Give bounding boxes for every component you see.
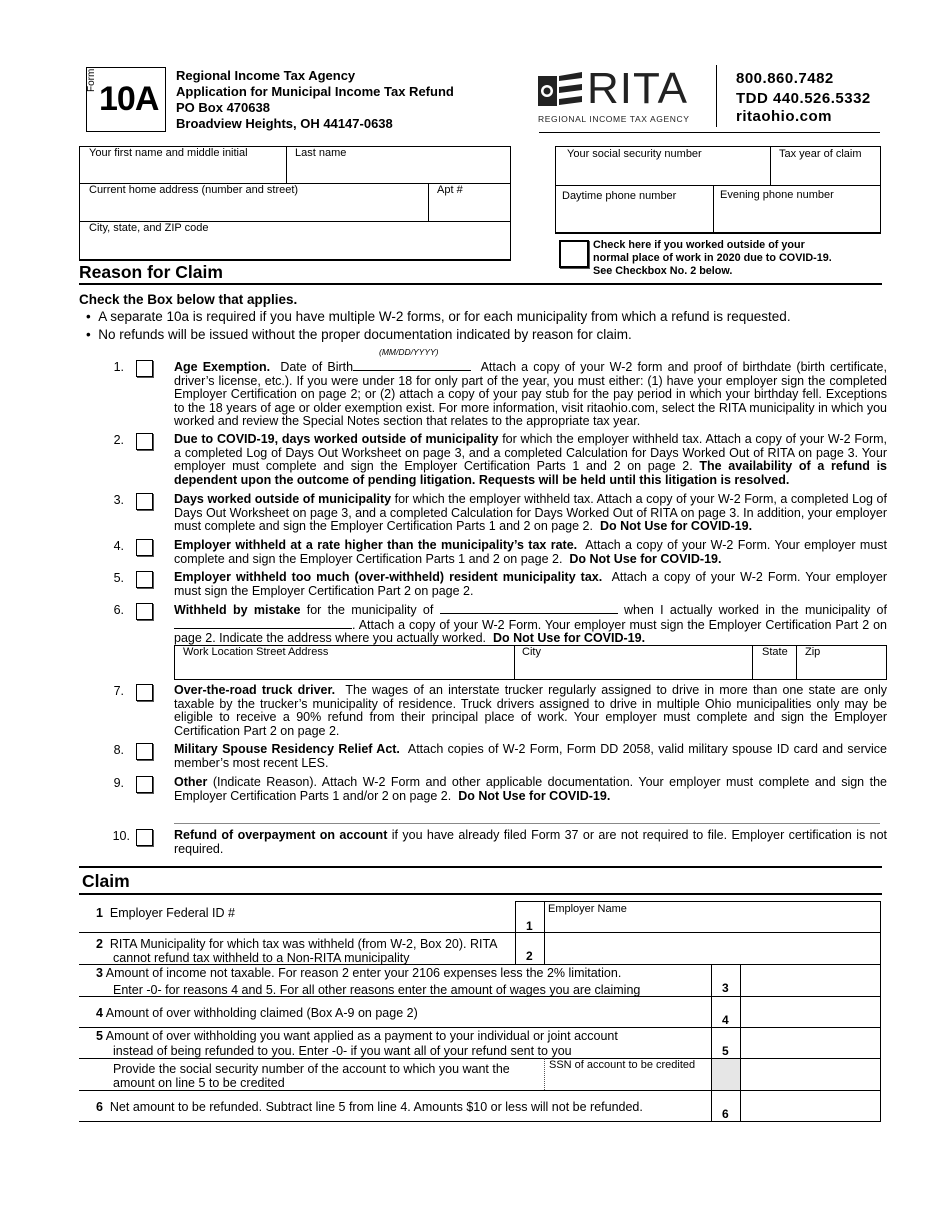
item-4-body: Attach a copy of your W-2 Form. Your employer must complete and sign the Employer Certification Parts 1 and 2 on page 2. — [174, 538, 888, 566]
field-rule — [510, 146, 511, 259]
claim-line-2-num: 2 — [96, 937, 103, 951]
field-rule — [428, 183, 429, 221]
website: ritaohio.com — [736, 108, 833, 125]
item-3-checkbox[interactable] — [136, 493, 153, 510]
item-5-text — [174, 571, 887, 598]
item-3-text — [174, 493, 887, 534]
item-2-bold: Due to COVID-19, days worked outside of municipality — [174, 432, 499, 446]
reason-title: Reason for Claim — [79, 262, 223, 282]
evening-phone-field[interactable]: Evening phone number — [720, 189, 834, 201]
item-6-text-b: when I actually worked in the municipality of — [623, 603, 887, 617]
other-reason-input[interactable] — [174, 823, 880, 824]
rita-logo-icon — [538, 72, 584, 110]
item-6-bold: Withheld by mistake — [174, 603, 301, 617]
claim-line-3 — [96, 966, 621, 980]
claim-rule — [544, 1058, 545, 1090]
claim-line-4 — [96, 1006, 418, 1020]
item-9-number: 9. — [113, 776, 124, 790]
item-7-number: 7. — [113, 684, 124, 698]
claim-title: Claim — [82, 871, 130, 891]
field-rule — [555, 232, 881, 234]
item-6-text-c: . Attach a copy of your W-2 Form. Your employer must sign the Employer Certification Part 2 on page 2. Indicate the address where you actually worked. — [174, 617, 887, 646]
claim-box-5-label: 5 — [722, 1044, 729, 1058]
field-rule — [79, 259, 511, 261]
covid-check-line1: Check here if you worked outside of your — [593, 239, 805, 251]
ssn-credit-field[interactable]: SSN of account to be credited — [549, 1059, 696, 1071]
item-6-text — [174, 603, 887, 646]
item-1-text — [174, 360, 887, 429]
claim-line-3-num: 3 — [96, 966, 103, 980]
item-9-text — [174, 776, 887, 803]
covid-check-line3: See Checkbox No. 2 below. — [593, 265, 733, 277]
worked-municipality-input[interactable] — [174, 618, 352, 629]
claim-line-1-num: 1 — [96, 906, 103, 920]
item-10-checkbox[interactable] — [136, 829, 153, 846]
apt-field[interactable]: Apt # — [437, 184, 463, 196]
claim-line-5 — [96, 1029, 618, 1043]
work-state-field[interactable]: State — [762, 646, 788, 658]
ssn-credit-text-cont: amount on line 5 to be credited — [113, 1076, 285, 1090]
bullet-1-text: A separate 10a is required if you have multiple W-2 forms, or for each municipality from which a refund is requested. — [98, 309, 791, 324]
item-9-body: (Indicate Reason). Attach W-2 Form and other applicable documentation. Your employer must complete and sign the Employer Certification Parts 1 and/or 2 on page 2. — [174, 775, 887, 803]
item-2-text — [174, 433, 887, 487]
form-title: Application for Municipal Income Tax Refund — [176, 84, 454, 99]
claim-line-6-text: Net amount to be refunded. Subtract line 5 from line 4. Amounts $10 or less will not be refunded. — [109, 1100, 643, 1114]
daytime-phone-field[interactable]: Daytime phone number — [562, 190, 677, 202]
work-street-field[interactable]: Work Location Street Address — [183, 646, 329, 658]
employer-id-input[interactable] — [80, 902, 514, 931]
item-9-bold-end: Do Not Use for COVID-19. — [458, 788, 611, 803]
item-6-bold-end: Do Not Use for COVID-19. — [492, 631, 646, 646]
item-4-text — [174, 539, 887, 566]
item-5-checkbox[interactable] — [136, 571, 153, 588]
ssn-field[interactable]: Your social security number — [567, 148, 702, 160]
field-rule — [770, 146, 771, 185]
claim-line-1-text: Employer Federal ID # — [109, 906, 235, 920]
item-10-bold: Refund of overpayment on account — [174, 828, 388, 842]
form-number: 10A — [99, 80, 159, 118]
field-rule — [880, 146, 881, 232]
item-3-body: for which the employer withheld tax. Attach a copy of your W-2 Form, a completed Log of Days Out Worksheet on page 3, and a completed Calculation for Days Worked Out of RITA on page 3. In addition, your employer must complete and sign the Employer Certification Parts 1 and 2 on page 2. — [174, 492, 887, 534]
header-divider — [716, 65, 717, 127]
line-5-amount-input[interactable] — [741, 1028, 879, 1057]
item-1-rest: Attach a copy of your W-2 form and proof of birthdate (birth certificate, driver’s license, etc.). If you were under 18 for only part of the year, you must either: (1) have your employer sign the completed Employer Certification on page 2; or (2) attach a copy of your pay stub for the pay period in which your birthday fell. Exceptions to the 18 years of age or older exemption exist. For more information, visit ritaohio.com, select the RITA municipality in which you worked and review the Special Notes section that relates to the appropriate tax year. — [174, 360, 887, 429]
claim-line-2-text1: RITA Municipality for which tax was withheld (from W-2, Box 20). RITA — [109, 937, 498, 951]
claim-rule — [711, 964, 712, 1121]
bullet-2-text: No refunds will be issued without the proper documentation indicated by reason for claim. — [98, 327, 632, 342]
field-rule — [555, 185, 881, 186]
field-rule — [286, 146, 287, 183]
item-5-bold: Employer withheld too much (over-withheld) resident municipality tax. — [174, 570, 603, 584]
item-7-body: The wages of an interstate trucker regularly assigned to drive in more than one state are only taxable by the trucker’s municipality of residence. Truck drivers assigned to drive in multiple Ohio municipalities only may be eligible to receive a 90% refund from their principal place of work. Your employer must complete and sign the Employer Certification Part 2 on page 2. — [174, 683, 887, 738]
item-7-text — [174, 684, 887, 738]
claim-box-6-label: 6 — [722, 1107, 729, 1121]
item-1-dob-label: Date of Birth — [280, 360, 354, 374]
claim-rule — [515, 901, 516, 964]
claim-line-5-text1: Amount of over withholding you want applied as a payment to your individual or joint account — [105, 1029, 618, 1043]
rita-logo — [538, 64, 708, 128]
claim-rule — [79, 1058, 881, 1059]
item-7-checkbox[interactable] — [136, 684, 153, 701]
item-8-number: 8. — [113, 743, 124, 757]
item-1-bold: Age Exemption. — [174, 360, 271, 374]
claim-rule — [515, 901, 881, 902]
item-3-bold-end: Do Not Use for COVID-19. — [599, 519, 753, 534]
item-2-bold-end: The availability of a refund is dependent upon the outcome of pending litigation. Requests will be held until this litigation is resolved. — [174, 459, 887, 487]
form-word: Form — [86, 68, 97, 92]
item-6-text-a: for the municipality of — [306, 603, 434, 617]
work-city-field[interactable]: City — [522, 646, 541, 658]
bullet-1: • A separate 10a is required if you have multiple W-2 forms, or for each municipality from which a refund is requested. — [86, 309, 791, 324]
item-9-bold: Other — [174, 775, 208, 789]
city-state-zip-field[interactable]: City, state, and ZIP code — [89, 222, 209, 234]
table-divider — [752, 645, 753, 680]
claim-line-6 — [96, 1100, 643, 1114]
date-format-hint: (MM/DD/YYYY) — [379, 347, 439, 357]
phone-number: 800.860.7482 — [736, 70, 834, 87]
item-8-body: Attach copies of W-2 Form, Form DD 2058, valid military spouse ID card and service member’s most recent LES. — [174, 742, 887, 770]
agency-name: Regional Income Tax Agency — [176, 68, 356, 83]
claim-line-3-text1: Amount of income not taxable. For reason 2 enter your 2106 expenses less the 2% limitation. — [105, 966, 622, 980]
reason-instruction: Check the Box below that applies. — [79, 292, 298, 307]
item-6-checkbox[interactable] — [136, 603, 153, 620]
tdd-number: TDD 440.526.5332 — [736, 90, 871, 107]
item-5-number: 5. — [113, 571, 124, 585]
municipality-input[interactable] — [545, 933, 879, 963]
claim-line-5-cont: instead of being refunded to you. Enter -0- if you want all of your refund sent to you — [113, 1044, 572, 1058]
item-8-checkbox[interactable] — [136, 743, 153, 760]
item-10-number: 10. — [112, 829, 130, 843]
ssn-credit-shade — [712, 1059, 740, 1090]
po-box: PO Box 470638 — [176, 100, 270, 115]
table-divider — [796, 645, 797, 680]
claim-box-1-label: 1 — [526, 919, 533, 933]
item-8-bold: Military Spouse Residency Relief Act. — [174, 742, 400, 756]
claim-rule — [880, 901, 881, 1121]
field-rule — [555, 146, 556, 232]
claim-box-3-label: 3 — [722, 981, 729, 995]
field-rule — [713, 185, 714, 232]
item-3-number: 3. — [113, 493, 124, 507]
item-2-body: for which the employer withheld tax. Attach a copy of your W-2 Form, a completed Log of Days Out Worksheet on page 3, and a completed Calculation for Days Worked Out of RITA on page 3. Your employer must complete and sign the Employer Certification Parts 1 and 2 on page 2. — [174, 432, 887, 474]
line-6-amount-input[interactable] — [741, 1091, 879, 1120]
item-10-body: if you have already filed Form 37 or are not required to file. Employer certification is not required. — [174, 828, 887, 856]
last-name-field[interactable]: Last name — [295, 147, 347, 159]
logo-text: RITA — [587, 64, 688, 113]
covid-check-line2: normal place of work in 2020 due to COVID-19. — [593, 252, 832, 264]
claim-top-rule — [79, 866, 882, 868]
field-rule — [555, 146, 881, 147]
item-1-number: 1. — [113, 360, 124, 374]
claim-line-5-num: 5 — [96, 1029, 103, 1043]
claim-line-4-num: 4 — [96, 1006, 103, 1020]
item-5-body: Attach a copy of your W-2 Form. Your employer must sign the Employer Certification Part 2 on page 2. — [174, 570, 887, 598]
table-divider — [514, 645, 515, 680]
claim-line-2-cont: cannot refund tax withheld to a Non-RITA municipality — [113, 951, 410, 965]
withheld-municipality-input[interactable] — [440, 603, 618, 614]
logo-tagline: REGIONAL INCOME TAX AGENCY — [538, 114, 690, 124]
tax-year-field[interactable]: Tax year of claim — [779, 148, 862, 160]
item-7-bold: Over-the-road truck driver. — [174, 683, 336, 697]
work-zip-field[interactable]: Zip — [805, 646, 821, 658]
claim-line-6-num: 6 — [96, 1100, 103, 1114]
item-2-number: 2. — [113, 433, 124, 447]
claim-box-4-label: 4 — [722, 1013, 729, 1027]
item-4-number: 4. — [113, 539, 124, 553]
claim-line-4-text: Amount of over withholding claimed (Box A-9 on page 2) — [105, 1006, 418, 1020]
item-2-checkbox[interactable] — [136, 433, 153, 450]
line-4-amount-input[interactable] — [741, 997, 879, 1026]
item-10-text — [174, 829, 887, 856]
employer-name-field[interactable]: Employer Name — [548, 903, 627, 915]
item-3-bold: Days worked outside of municipality — [174, 492, 392, 506]
item-4-checkbox[interactable] — [136, 539, 153, 556]
address-field[interactable]: Current home address (number and street) — [89, 184, 299, 196]
ssn-credit-text: Provide the social security number of the account to which you want the — [113, 1062, 510, 1076]
claim-box-2-label: 2 — [526, 949, 533, 963]
first-name-field[interactable]: Your first name and middle initial — [89, 147, 248, 159]
covid-checkbox[interactable] — [559, 240, 589, 268]
field-rule — [79, 146, 80, 259]
claim-title-rule — [79, 893, 882, 895]
dob-input[interactable] — [353, 360, 471, 371]
item-9-checkbox[interactable] — [136, 776, 153, 793]
item-4-bold: Employer withheld at a rate higher than the municipality’s tax rate. — [174, 538, 578, 552]
item-1-checkbox[interactable] — [136, 360, 153, 377]
item-6-number: 6. — [113, 603, 124, 617]
claim-rule — [79, 1121, 881, 1122]
city-line: Broadview Heights, OH 44147-0638 — [176, 116, 393, 131]
bullet-2: • No refunds will be issued without the proper documentation indicated by reason for claim. — [86, 327, 632, 342]
claim-line-3-cont: Enter -0- for reasons 4 and 5. For all other reasons enter the amount of wages you are claiming — [113, 983, 641, 997]
item-8-text — [174, 743, 887, 770]
reason-rule — [79, 283, 882, 285]
item-4-bold-end: Do Not Use for COVID-19. — [569, 551, 722, 566]
claim-line-2 — [96, 937, 516, 951]
line-3-amount-input[interactable] — [741, 965, 879, 995]
header-rule — [539, 132, 880, 133]
